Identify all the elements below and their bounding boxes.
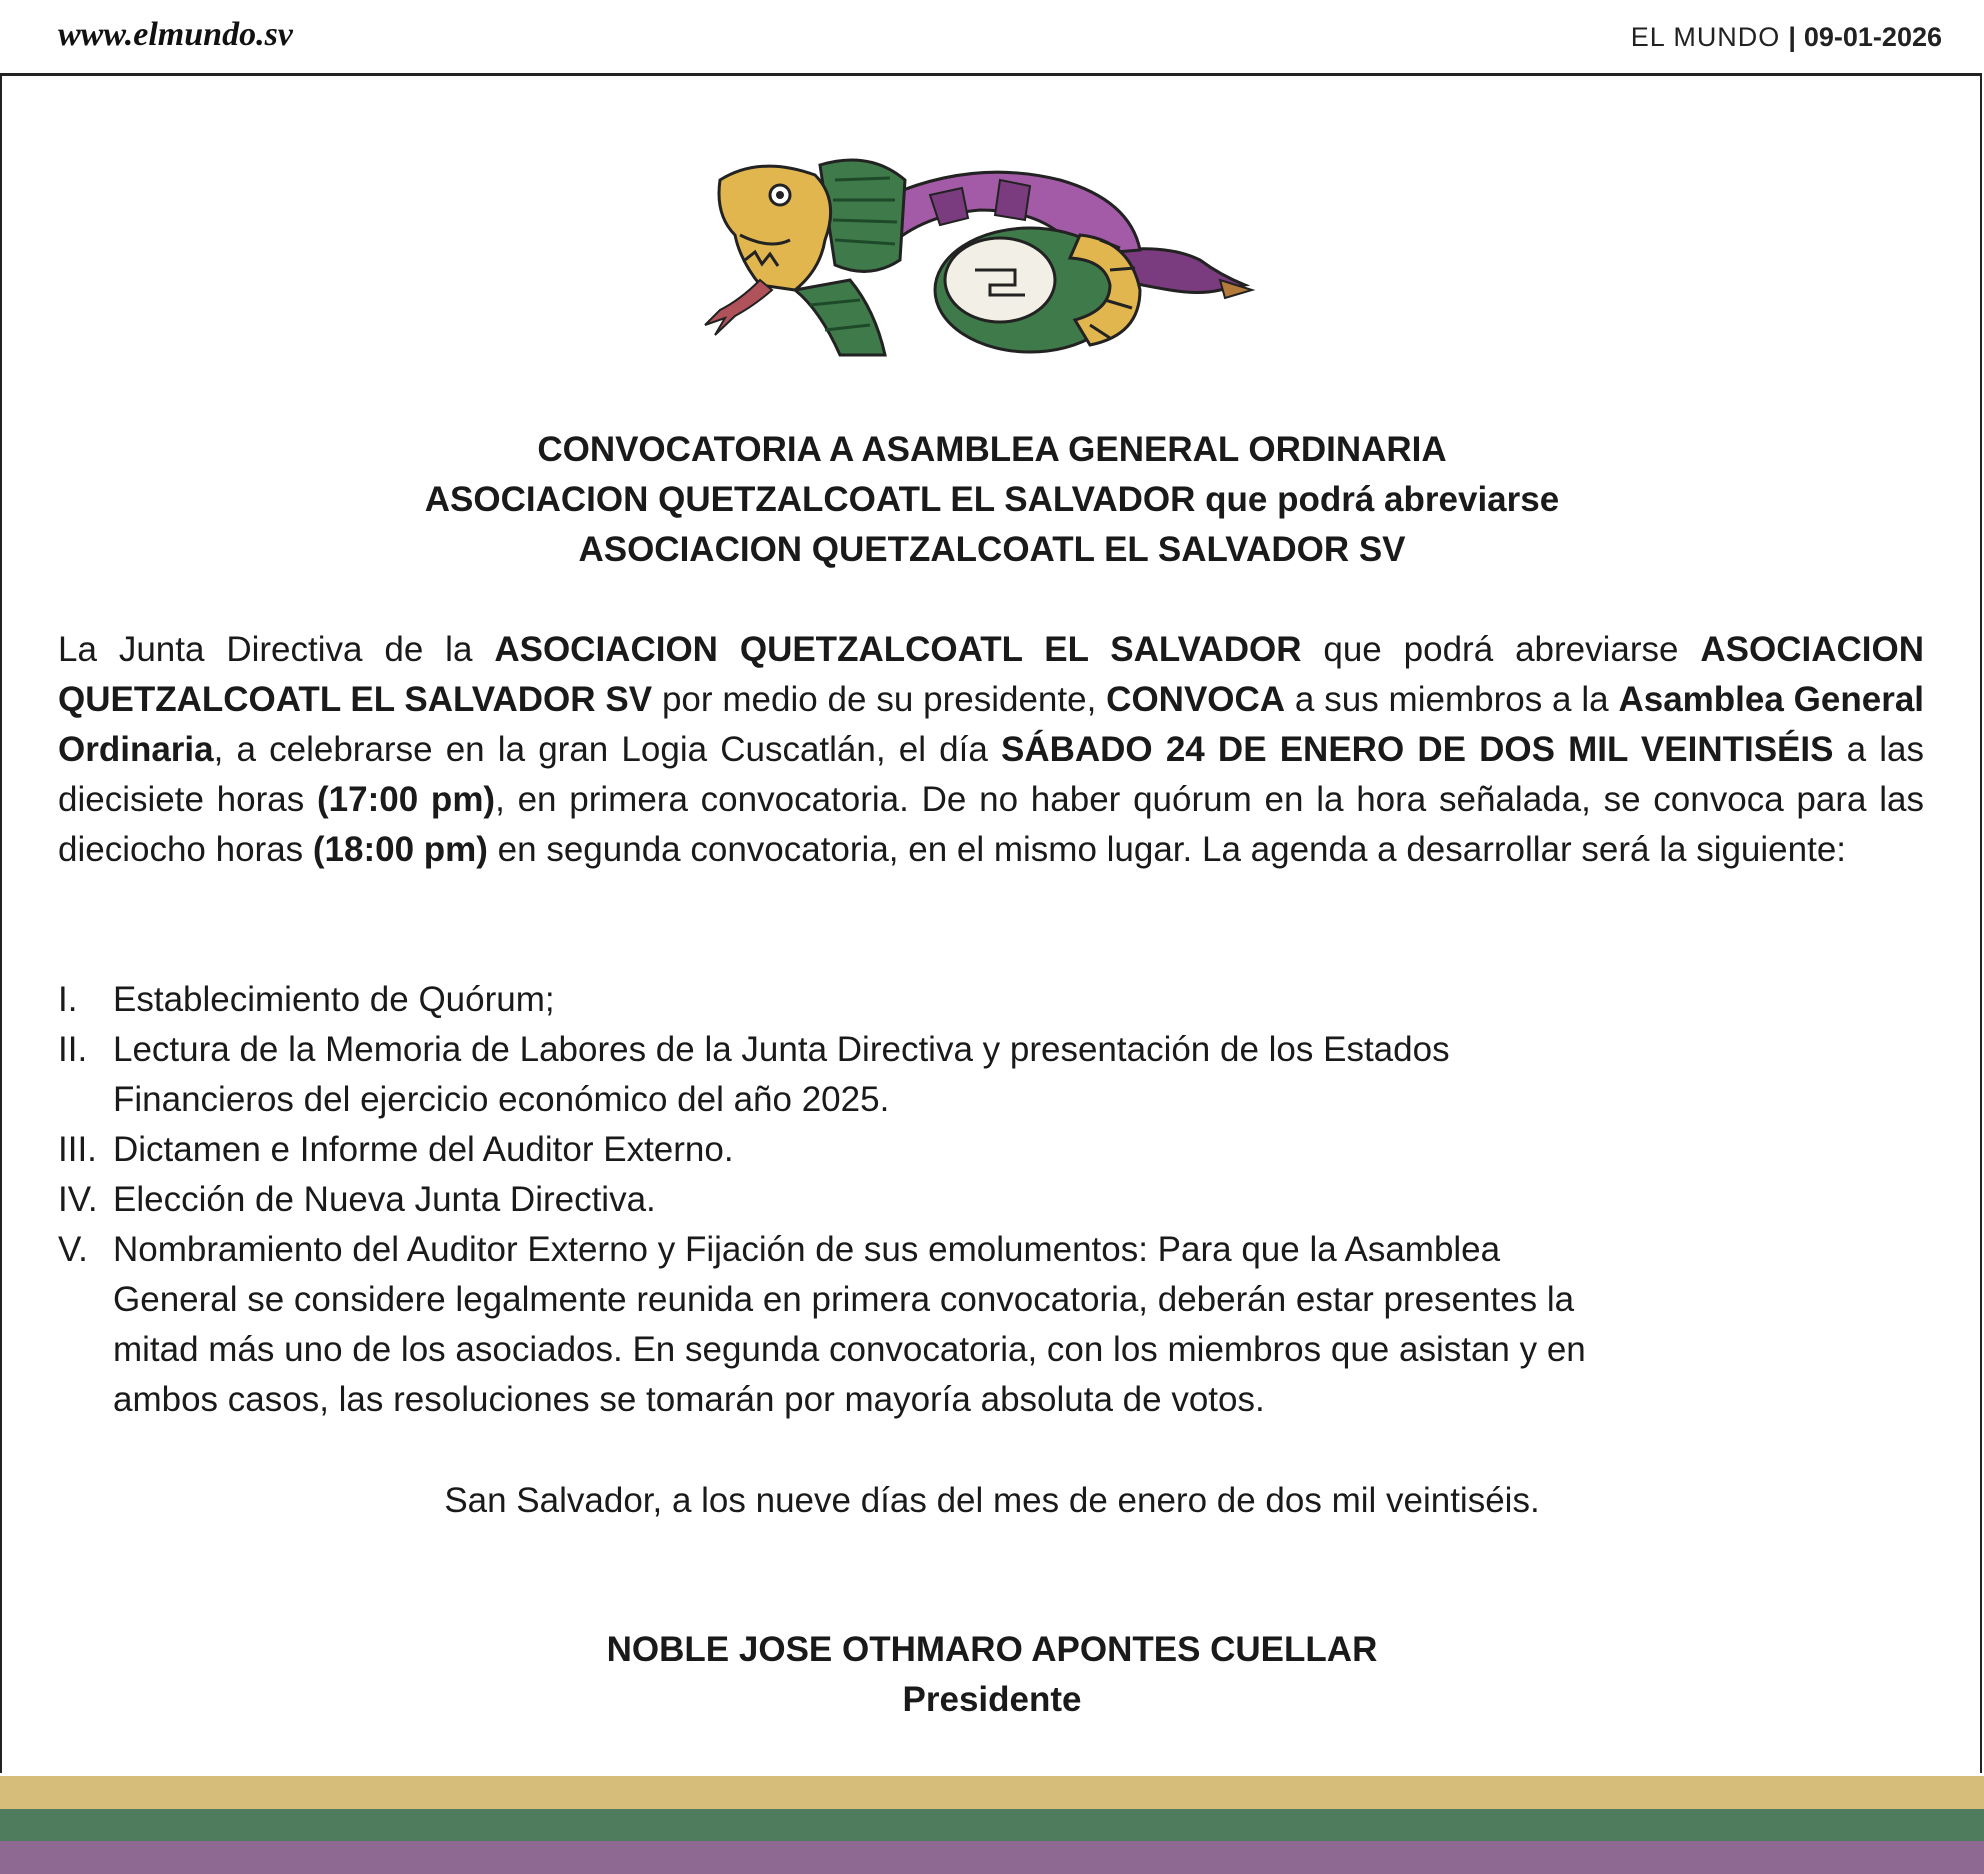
agenda-text-line: Nombramiento del Auditor Externo y Fijación de sus emolumentos: Para que la Asamblea xyxy=(113,1230,1501,1269)
publication-name: EL MUNDO xyxy=(1630,22,1781,52)
para-text-1: La Junta Directiva de la xyxy=(58,630,495,669)
para-bold-time-second: (18:00 pm) xyxy=(312,830,488,869)
para-bold-association: ASOCIACION QUETZALCOATL EL SALVADOR xyxy=(494,630,1302,669)
agenda-number: III. xyxy=(58,1130,97,1169)
para-bold-time-first: (17:00 pm) xyxy=(317,780,496,819)
para-text-2: que podrá abreviarse xyxy=(1301,630,1701,669)
convocation-paragraph xyxy=(58,625,1924,875)
para-text-6: a las diecisiete horas xyxy=(58,730,1925,819)
agenda-text-line: Lectura de la Memoria de Labores de la Junta Directiva y presentación de los Estados xyxy=(113,1030,1450,1069)
agenda-text-line: ambos casos, las resoluciones se tomarán por mayoría absoluta de votos. xyxy=(113,1380,1265,1419)
agenda-number: V. xyxy=(58,1230,88,1269)
closing-line: San Salvador, a los nueve días del mes de enero de dos mil veintiséis. xyxy=(444,1481,1540,1520)
title-line-3: ASOCIACION QUETZALCOATL EL SALVADOR SV xyxy=(578,530,1406,569)
decorative-stripe-green xyxy=(0,1809,1984,1841)
title-line-2: ASOCIACION QUETZALCOATL EL SALVADOR que podrá abreviarse xyxy=(424,480,1560,519)
para-text-3: por medio de su presidente, xyxy=(652,680,1107,719)
site-url: www.elmundo.sv xyxy=(58,16,293,53)
agenda-item xyxy=(58,1025,1858,1125)
agenda-text: Establecimiento de Quórum; xyxy=(113,980,555,1019)
para-bold-assembly: Asamblea General Ordinaria xyxy=(58,680,1925,769)
agenda-item xyxy=(58,1175,1858,1225)
publication-info xyxy=(1631,22,1942,53)
agenda-number: IV. xyxy=(58,1180,98,1219)
agenda-text-line: mitad más uno de los asociados. En segunda convocatoria, con los miembros que asistan y en xyxy=(113,1330,1586,1369)
para-text-7: , en primera convocatoria. De no haber quórum en la hora señalada, se convoca para las dieciocho horas xyxy=(58,780,1924,869)
agenda-item xyxy=(58,1125,1858,1175)
agenda-item xyxy=(58,975,1858,1025)
para-text-8: en segunda convocatoria, en el mismo lugar. La agenda a desarrollar será la siguiente: xyxy=(487,830,1847,869)
para-text-5: , a celebrarse en la gran Logia Cuscatlán, el día xyxy=(213,730,1001,769)
para-text-4: a sus miembros a la xyxy=(1285,680,1619,719)
agenda-item xyxy=(58,1225,1858,1425)
decorative-stripe-gold xyxy=(0,1776,1984,1809)
signatory-title: Presidente xyxy=(902,1680,1082,1719)
agenda-text-line: General se considere legalmente reunida en primera convocatoria, deberán estar presentes la xyxy=(113,1280,1575,1319)
feathered-serpent-icon xyxy=(700,140,1260,365)
publication-date: 09-01-2026 xyxy=(1803,22,1942,52)
agenda-number: I. xyxy=(58,980,78,1019)
decorative-stripe-purple xyxy=(0,1841,1984,1874)
page-header xyxy=(0,0,1984,74)
signatory-name: NOBLE JOSE OTHMARO APONTES CUELLAR xyxy=(606,1630,1378,1669)
para-bold-date: SÁBADO 24 DE ENERO DE DOS MIL VEINTISÉIS xyxy=(1000,730,1834,769)
agenda-text-line: Financieros del ejercicio económico del año 2025. xyxy=(113,1080,890,1119)
para-bold-convoca: CONVOCA xyxy=(1106,680,1286,719)
header-separator: | xyxy=(1788,22,1796,52)
title-line-1: CONVOCATORIA A ASAMBLEA GENERAL ORDINARIA xyxy=(537,430,1447,469)
agenda-list xyxy=(58,975,1858,1425)
notice-titles xyxy=(0,425,1984,575)
signature-block xyxy=(0,1625,1984,1725)
agenda-number: II. xyxy=(58,1030,88,1069)
agenda-text: Dictamen e Informe del Auditor Externo. xyxy=(113,1130,734,1169)
para-bold-abbreviation: ASOCIACION QUETZALCOATL EL SALVADOR SV xyxy=(58,630,1924,719)
agenda-text: Elección de Nueva Junta Directiva. xyxy=(113,1180,656,1219)
